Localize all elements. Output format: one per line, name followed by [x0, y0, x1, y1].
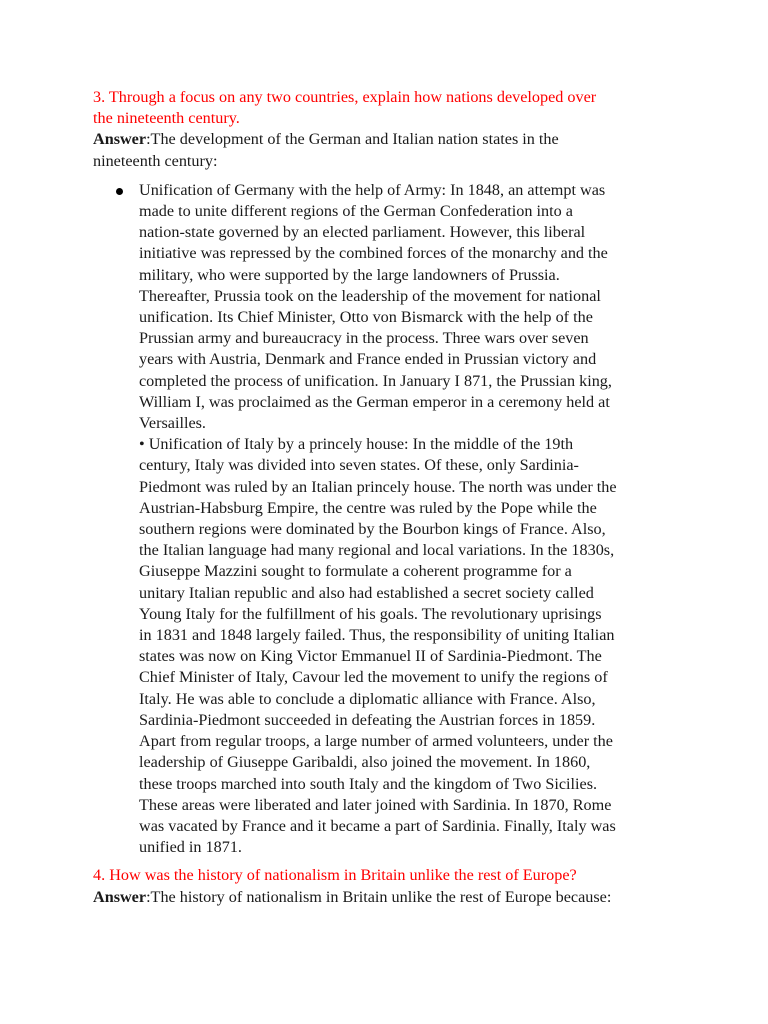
- bullet-text-line: Piedmont was ruled by an Italian princely house. The north was under the: [139, 477, 617, 496]
- bullet-text-line: Italy. He was able to conclude a diplomatic alliance with France. Also,: [139, 689, 596, 708]
- question-4: [93, 865, 683, 886]
- answer-4: [93, 887, 683, 908]
- bullet-text-line: these troops marched into south Italy and the kingdom of Two Sicilies.: [139, 774, 598, 793]
- answer-4-line-1: [93, 887, 683, 908]
- bullet-text-line: Young Italy for the fulfillment of his goals. The revolutionary uprisings: [139, 604, 602, 623]
- question-4-line-1: 4. How was the history of nationalism in Britain unlike the rest of Europe?: [93, 866, 577, 885]
- bullet-text-line: completed the process of unification. In January I 871, the Prussian king,: [139, 371, 612, 390]
- answer-4-text: :The history of nationalism in Britain unlike the rest of Europe because:: [146, 887, 612, 906]
- answer-3-label: Answer: [93, 130, 147, 149]
- document-page: [93, 87, 683, 908]
- question-3-line-2: the nineteenth century.: [93, 109, 240, 128]
- bullet-text-line: was vacated by France and it became a part of Sardinia. Finally, Italy was: [139, 816, 616, 835]
- bullet-text-line: in 1831 and 1848 largely failed. Thus, the responsibility of uniting Italian: [139, 626, 615, 645]
- answer-3-text: :The development of the German and Italian nation states in the: [146, 130, 559, 149]
- bullet-text-line: • Unification of Italy by a princely house: In the middle of the 19th: [139, 435, 574, 454]
- bullet-text-line: Austrian-Habsburg Empire, the centre was ruled by the Pope while the: [139, 498, 597, 517]
- bullet-text-line: unitary Italian republic and also had established a secret society called: [139, 583, 594, 602]
- question-3-line-1: 3. Through a focus on any two countries, explain how nations developed over: [93, 88, 597, 106]
- bullet-text-line: the Italian language had many regional and local variations. In the 1830s,: [139, 541, 615, 560]
- bullet-text-line: William I, was proclaimed as the German emperor in a ceremony held at: [139, 392, 610, 411]
- bullet-text-line: These areas were liberated and later joined with Sardinia. In 1870, Rome: [139, 795, 612, 814]
- bullet-text-line: Chief Minister of Italy, Cavour led the movement to unify the regions of: [139, 668, 608, 687]
- bullet-text-line: years with Austria, Denmark and France ended in Prussian victory and: [139, 350, 597, 369]
- bullet-text-line: states was now on King Victor Emmanuel II of Sardinia-Piedmont. The: [139, 647, 602, 666]
- bullet-text-line: military, who were supported by the large landowners of Prussia.: [139, 265, 560, 284]
- bullet-icon: [116, 188, 123, 195]
- answer-3-bullet-list: [139, 180, 683, 859]
- bullet-text-line: Sardinia-Piedmont succeeded in defeating the Austrian forces in 1859.: [139, 710, 596, 729]
- answer-4-label: Answer: [93, 887, 147, 906]
- bullet-text-line: nation-state governed by an elected parliament. However, this liberal: [139, 223, 586, 242]
- bullet-text-line: made to unite different regions of the German Confederation into a: [139, 202, 573, 221]
- bullet-text-line: unified in 1871.: [139, 838, 242, 857]
- bullet-text-line: Apart from regular troops, a large number of armed volunteers, under the: [139, 732, 613, 751]
- answer-3: [93, 129, 683, 171]
- bullet-text-line: Giuseppe Mazzini sought to formulate a coherent programme for a: [139, 562, 572, 581]
- bullet-text-line: Versailles.: [139, 414, 206, 433]
- bullet-item-text: [139, 180, 683, 859]
- bullet-text-line: Unification of Germany with the help of Army: In 1848, an attempt was: [139, 180, 606, 199]
- bullet-text-line: Thereafter, Prussia took on the leadership of the movement for national: [139, 286, 601, 305]
- question-3: [93, 87, 683, 129]
- bullet-text-line: unification. Its Chief Minister, Otto von Bismarck with the help of the: [139, 308, 593, 327]
- bullet-text-line: southern regions were dominated by the Bourbon kings of France. Also,: [139, 520, 606, 539]
- bullet-text-line: Prussian army and bureaucracy in the process. Three wars over seven: [139, 329, 589, 348]
- bullet-text-line: leadership of Giuseppe Garibaldi, also joined the movement. In 1860,: [139, 753, 591, 772]
- bullet-text-line: initiative was repressed by the combined forces of the monarchy and the: [139, 244, 608, 263]
- answer-3-line-2: nineteenth century:: [93, 151, 218, 170]
- answer-3-line-1: [93, 129, 683, 150]
- bullet-text-line: century, Italy was divided into seven states. Of these, only Sardinia-: [139, 456, 579, 475]
